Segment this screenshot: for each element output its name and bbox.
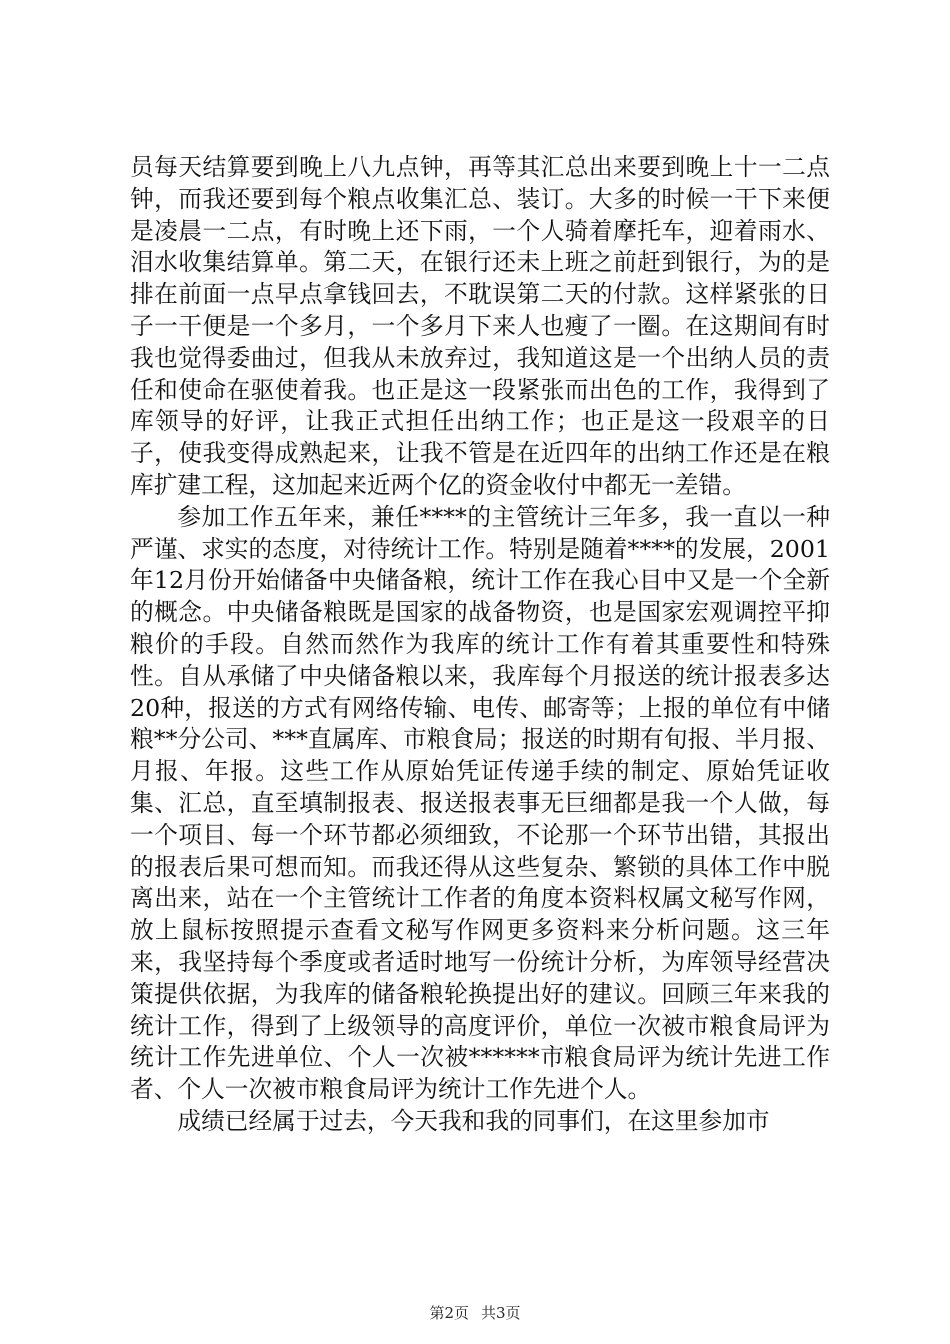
page-number: 第2页 xyxy=(429,1304,469,1322)
paragraph-1: 员每天结算要到晚上八九点钟，再等其汇总出来要到晚上十一二点钟，而我还要到每个粮点收集汇总、装订。大多的时候一干下来便是凌晨一二点，有时晚上还下雨，一个人骑着摩托车，迎着雨水、泪水收集结算单。第二天，在银行还未上班之前赶到银行，为的是排在前面一点早点拿钱回去，不耽误第二天的付款。这样紧张的日子一干便是一个多月，一个多月下来人也瘦了一圈。在这期间有时我也觉得委曲过，但我从未放弃过，我知道这是一个出纳人员的责任和使命在驱使着我。也正是这一段紧张而出色的工作，我得到了库领导的好评，让我正式担任出纳工作；也正是这一段艰辛的日子，使我变得成熟起来，让我不管是在近四年的出纳工作还是在粮库扩建工程，这加起来近两个亿的资金收付中都无一差错。 xyxy=(130,153,830,499)
page-total: 共3页 xyxy=(481,1304,521,1322)
paragraph-3: 成绩已经属于过去，今天我和我的同事们，在这里参加市 xyxy=(177,1106,770,1135)
page-footer xyxy=(0,1304,950,1322)
body-text xyxy=(130,152,830,1138)
paragraph-2: 参加工作五年来，兼任****的主管统计三年多，我一直以一种严谨、求实的态度，对待统计工作。特别是随着****的发展，2001年12月份开始储备中央储备粮，统计工作在我心目中又是一个全新的概念。中央储备粮既是国家的战备物资，也是国家宏观调控平抑粮价的手段。自然而然作为我库的统计工作有着其重要性和特殊性。自从承储了中央储备粮以来，我库每个月报送的统计报表多达20种，报送的方式有网络传输、电传、邮寄等；上报的单位有中储粮**分公司、***直属库、市粮食局；报送的时期有旬报、半月报、月报、年报。这些工作从原始凭证传递手续的制定、原始凭证收集、汇总，直至填制报表、报送报表事无巨细都是我一个人做，每一个项目、每一个环节都必须细致，不论那一个环节出错，其报出的报表后果可想而知。而我还得从这些复杂、繁锁的具体工作中脱离出来，站在一个主管统计工作者的角度本资料权属文秘写作网，放上鼠标按照提示查看文秘写作网更多资料来分析问题。这三年来，我坚持每个季度或者适时地写一份统计分析，为库领导经营决策提供依据，为我库的储备粮轮换提出好的建议。回顾三年来我的统计工作，得到了上级领导的高度评价，单位一次被市粮食局评为统计工作先进单位、个人一次被******市粮食局评为统计先进工作者、个人一次被市粮食局评为统计工作先进个人。 xyxy=(130,502,830,1104)
